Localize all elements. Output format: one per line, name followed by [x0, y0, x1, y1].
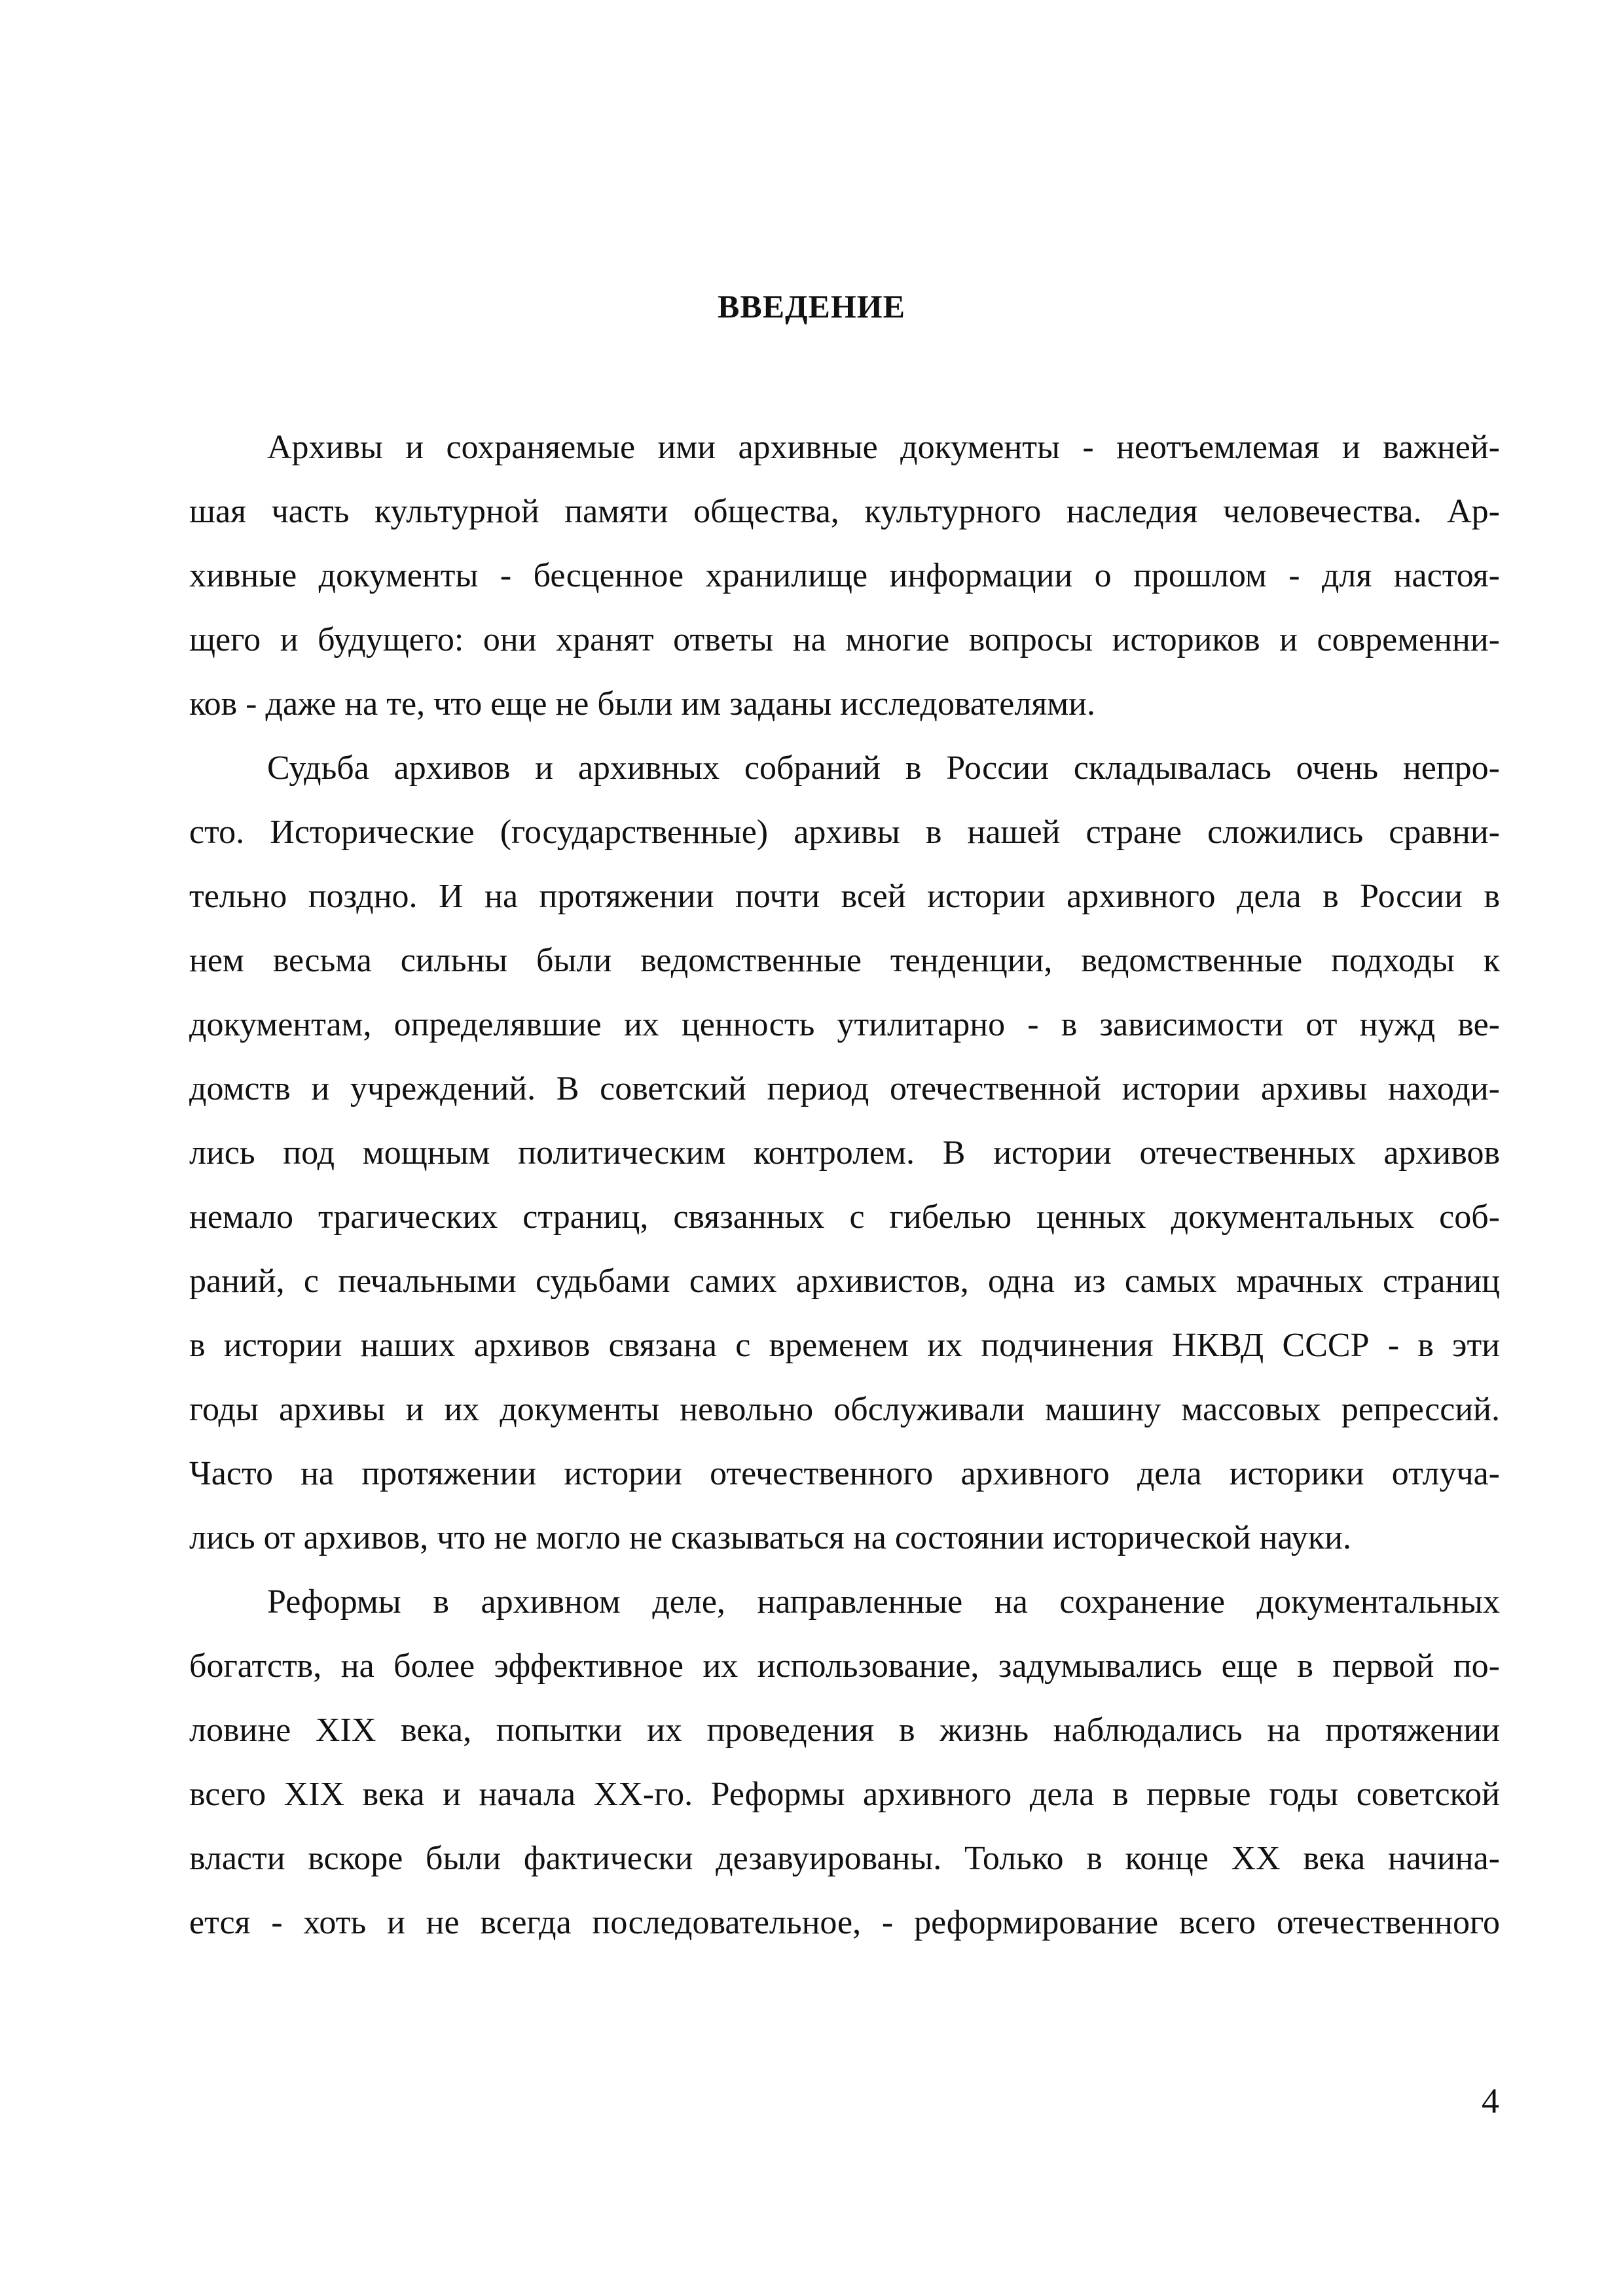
paragraph-3-line-5: власти вскоре были фактически дезавуированы. Только в конце XX века начина-	[189, 1840, 1500, 1877]
paragraph-3-line-6: ется - хоть и не всегда последовательное, - реформирование всего отечественного	[189, 1904, 1500, 1941]
page-title: ВВЕДЕНИЕ	[718, 288, 905, 325]
paragraph-2-line-4: нем весьма сильны были ведомственные тенденции, ведомственные подходы к	[189, 942, 1500, 979]
paragraph-1-line-4: щего и будущего: они хранят ответы на многие вопросы историков и современни-	[189, 621, 1500, 658]
paragraph-2-line-10: в истории наших архивов связана с временем их подчинения НКВД СССР - в эти	[189, 1327, 1500, 1364]
paragraph-1-line-3: хивные документы - бесценное хранилище информации о прошлом - для настоя-	[189, 557, 1500, 594]
paragraph-1-line-2: шая часть культурной памяти общества, культурного наследия человечества. Ар-	[189, 493, 1500, 530]
body-text	[189, 416, 1500, 1955]
paragraph-3-line-4: всего XIX века и начала XX-го. Реформы архивного дела в первые годы советской	[189, 1776, 1500, 1813]
paragraph-2-line-13: лись от архивов, что не могло не сказываться на состоянии исторической науки.	[189, 1519, 1351, 1556]
paragraph-2-line-11: годы архивы и их документы невольно обслуживали машину массовых репрессий.	[189, 1391, 1500, 1428]
page-number: 4	[1482, 2081, 1499, 2121]
paragraph-2-line-12: Часто на протяжении истории отечественного архивного дела историки отлуча-	[189, 1455, 1500, 1492]
paragraph-2-line-2: сто. Исторические (государственные) архивы в нашей стране сложились сравни-	[189, 814, 1500, 851]
paragraph-1-line-5: ков - даже на те, что еще не были им заданы исследователями.	[189, 685, 1095, 723]
paragraph-2-line-3: тельно поздно. И на протяжении почти всей истории архивного дела в России в	[189, 878, 1500, 915]
paragraph-2-line-7: лись под мощным политическим контролем. В истории отечественных архивов	[189, 1134, 1500, 1172]
paragraph-2-line-8: немало трагических страниц, связанных с гибелью ценных документальных соб-	[189, 1198, 1500, 1236]
paragraph-2-line-5: документам, определявшие их ценность утилитарно - в зависимости от нужд ве-	[189, 1006, 1500, 1043]
paragraph-2-line-9: раний, с печальными судьбами самих архивистов, одна из самых мрачных страниц	[189, 1263, 1500, 1300]
paragraph-3-line-3: ловине XIX века, попытки их проведения в жизнь наблюдались на протяжении	[189, 1712, 1500, 1749]
paragraph-3-line-2: богатств, на более эффективное их использование, задумывались еще в первой по-	[189, 1647, 1500, 1685]
paragraph-2-line-1: Судьба архивов и архивных собраний в России складывалась очень непро-	[267, 749, 1500, 787]
paragraph-2-line-6: домств и учреждений. В советский период отечественной истории архивы находи-	[189, 1070, 1500, 1107]
paragraph-3-line-1: Реформы в архивном деле, направленные на сохранение документальных	[267, 1583, 1500, 1621]
paragraph-1-line-1: Архивы и сохраняемые ими архивные документы - неотъемлемая и важней-	[267, 429, 1500, 466]
